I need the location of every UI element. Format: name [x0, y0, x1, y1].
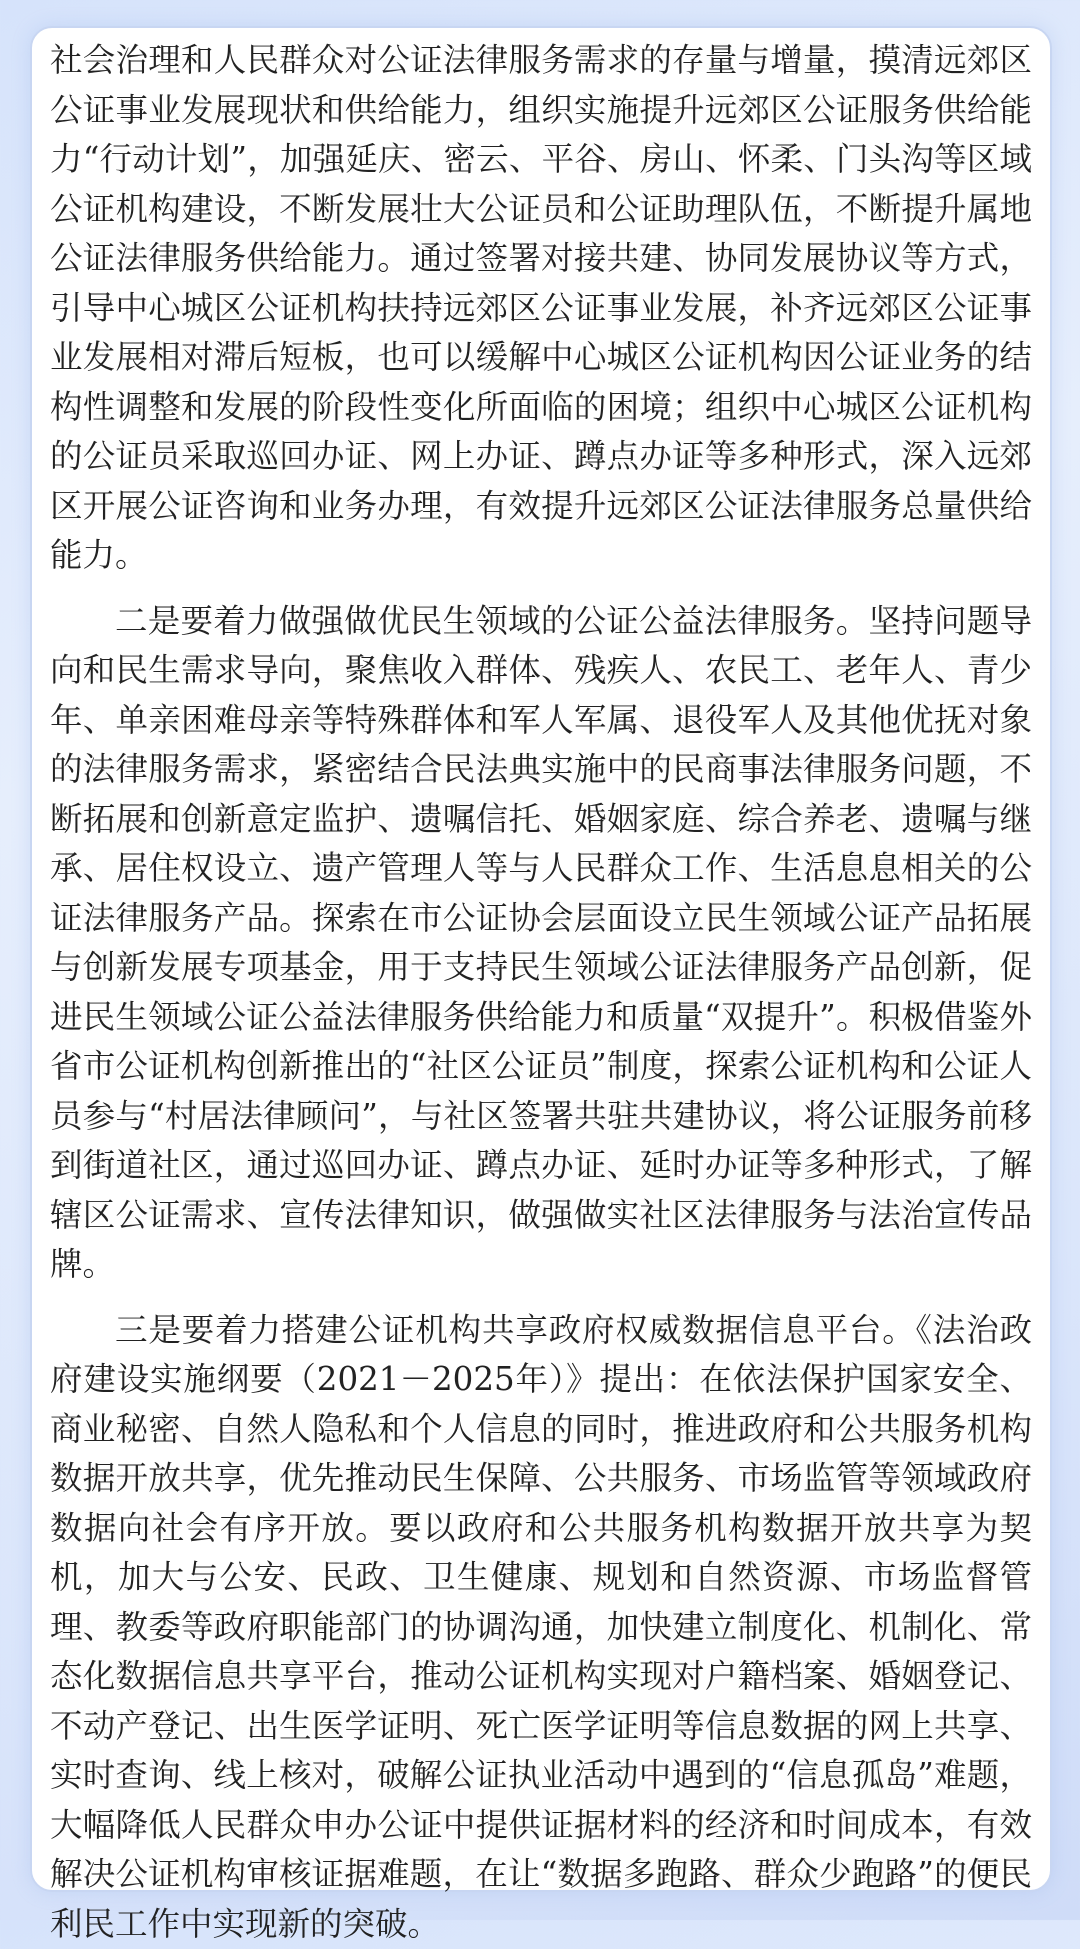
article-card [30, 26, 1052, 1892]
paragraph-continuation: 社会治理和人民群众对公证法律服务需求的存量与增量，摸清远郊区公证事业发展现状和供给能力，组织实施提升远郊区公证服务供给能力“行动计划”，加强延庆、密云、平谷、房山、怀柔、门头沟等区域公证机构建设，不断发展壮大公证员和公证助理队伍，不断提升属地公证法律服务供给能力。通过签署对接共建、协同发展协议等方式，引导中心城区公证机构扶持远郊区公证事业发展，补齐远郊区公证事业发展相对滞后短板，也可以缓解中心城区公证机构因公证业务的结构性调整和发展的阶段性变化所面临的困境；组织中心城区公证机构的公证员采取巡回办证、网上办证、蹲点办证等多种形式，深入远郊区开展公证咨询和业务办理，有效提升远郊区公证法律服务总量供给能力。 [50, 36, 1032, 581]
paragraph-point-two: 二是要着力做强做优民生领域的公证公益法律服务。坚持问题导向和民生需求导向，聚焦收入群体、残疾人、农民工、老年人、青少年、单亲困难母亲等特殊群体和军人军属、退役军人及其他优抚对象的法律服务需求，紧密结合民法典实施中的民商事法律服务问题，不断拓展和创新意定监护、遗嘱信托、婚姻家庭、综合养老、遗嘱与继承、居住权设立、遗产管理人等与人民群众工作、生活息息相关的公证法律服务产品。探索在市公证协会层面设立民生领域公证产品拓展与创新发展专项基金，用于支持民生领域公证法律服务产品创新，促进民生领域公证公益法律服务供给能力和质量“双提升”。积极借鉴外省市公证机构创新推出的“社区公证员”制度，探索公证机构和公证人员参与“村居法律顾问”，与社区签署共驻共建协议，将公证服务前移到街道社区，通过巡回办证、蹲点办证、延时办证等多种形式，了解辖区公证需求、宣传法律知识，做强做实社区法律服务与法治宣传品牌。 [50, 597, 1032, 1290]
paragraph-point-three: 三是要着力搭建公证机构共享政府权威数据信息平台。《法治政府建设实施纲要（2021－2025年）》提出：在依法保护国家安全、商业秘密、自然人隐私和个人信息的同时，推进政府和公共服务机构数据开放共享，优先推动民生保障、公共服务、市场监管等领域政府数据向社会有序开放。要以政府和公共服务机构数据开放共享为契机，加大与公安、民政、卫生健康、规划和自然资源、市场监督管理、教委等政府职能部门的协调沟通，加快建立制度化、机制化、常态化数据信息共享平台，推动公证机构实现对户籍档案、婚姻登记、不动产登记、出生医学证明、死亡医学证明等信息数据的网上共享、实时查询、线上核对，破解公证执业活动中遇到的“信息孤岛”难题，大幅降低人民群众申办公证中提供证据材料的经济和时间成本，有效解决公证机构审核证据难题，在让“数据多跑路、群众少跑路”的便民利民工作中实现新的突破。 [50, 1306, 1032, 1949]
